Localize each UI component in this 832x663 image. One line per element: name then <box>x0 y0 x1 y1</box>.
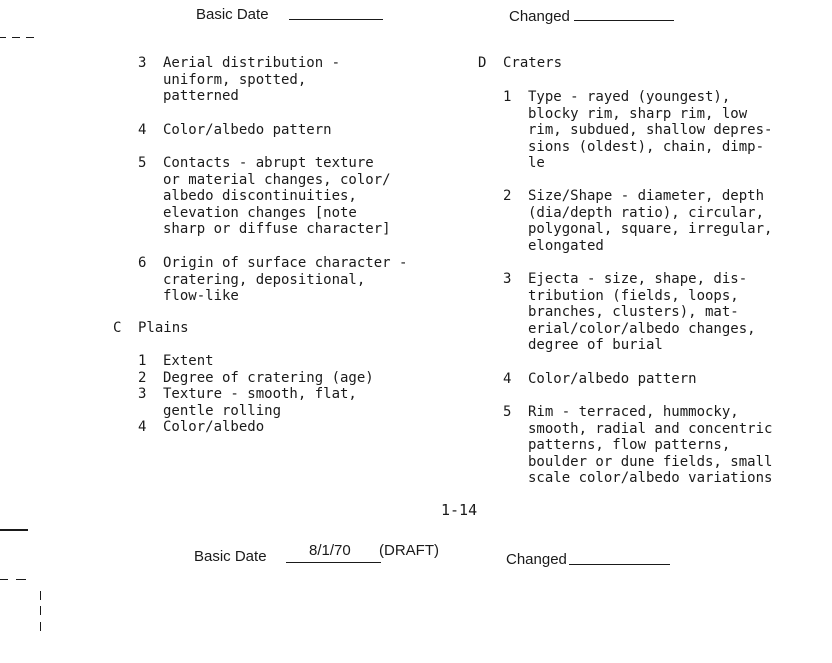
section-c-title: Plains <box>138 320 189 336</box>
margin-dash-mark <box>12 37 20 38</box>
left-item-number: 3 <box>138 55 147 71</box>
footer-changed-blank <box>569 552 670 565</box>
margin-vertical-mark <box>40 606 41 615</box>
left-item-text: Origin of surface character - cratering, depositional, flow-like <box>163 255 408 305</box>
craters-item-text: Color/albedo pattern <box>528 371 697 387</box>
margin-dash-mark <box>16 579 26 580</box>
craters-item-text: Rim - terraced, hummocky, smooth, radial and concentric patterns, flow patterns, boulder or dune fields, small scale color/albedo variations <box>528 404 773 487</box>
header-changed-label: Changed <box>509 8 570 25</box>
footer-basic-date-value: 8/1/70 <box>309 542 351 559</box>
plains-item-text: Color/albedo <box>163 419 265 435</box>
craters-item-number: 4 <box>503 371 512 387</box>
craters-item-text: Type - rayed (youngest), blocky rim, sharp rim, low rim, subdued, shallow depres- sions (oldest), chain, dimp- le <box>528 89 773 172</box>
section-d-title: Craters <box>503 55 563 71</box>
craters-item-number: 2 <box>503 188 512 204</box>
section-d-letter: D <box>478 55 487 71</box>
left-item-number: 5 <box>138 155 147 171</box>
header-basic-date-blank <box>289 10 383 20</box>
footer-basic-date-label: Basic Date <box>194 548 267 565</box>
header-basic-date-label: Basic Date <box>196 6 269 23</box>
margin-rule-mark <box>0 529 28 531</box>
plains-item-text: Extent <box>163 353 214 369</box>
section-c-letter: C <box>113 320 122 336</box>
footer-changed-label: Changed <box>506 551 567 568</box>
margin-vertical-mark <box>40 622 41 631</box>
craters-item-number: 3 <box>503 271 512 287</box>
left-item-text: Color/albedo pattern <box>163 122 332 138</box>
header-changed-blank <box>574 10 674 21</box>
craters-item-number: 1 <box>503 89 512 105</box>
craters-item-text: Size/Shape - diameter, depth (dia/depth ratio), circular, polygonal, square, irregular, elongated <box>528 188 773 254</box>
margin-dash-mark <box>0 37 6 38</box>
plains-item-number: 4 <box>138 419 147 435</box>
plains-item-text: Degree of cratering (age) <box>163 370 374 386</box>
margin-dash-mark <box>26 37 34 38</box>
margin-vertical-mark <box>40 591 41 600</box>
left-item-text: Aerial distribution - uniform, spotted, patterned <box>163 55 341 105</box>
left-item-text: Contacts - abrupt texture or material changes, color/ albedo discontinuities, elevation changes [note sharp or diffuse character] <box>163 155 391 238</box>
left-item-number: 4 <box>138 122 147 138</box>
margin-dash-mark <box>0 579 8 580</box>
plains-item-number: 1 <box>138 353 147 369</box>
craters-item-text: Ejecta - size, shape, dis- tribution (fields, loops, branches, clusters), mat- erial/color/albedo changes, degree of burial <box>528 271 756 354</box>
craters-item-number: 5 <box>503 404 512 420</box>
plains-item-number: 2 <box>138 370 147 386</box>
page-number: 1-14 <box>441 501 478 519</box>
footer-draft-label: (DRAFT) <box>379 542 439 559</box>
plains-item-number: 3 <box>138 386 147 402</box>
left-item-number: 6 <box>138 255 147 271</box>
plains-item-text: Texture - smooth, flat, gentle rolling <box>163 386 357 419</box>
